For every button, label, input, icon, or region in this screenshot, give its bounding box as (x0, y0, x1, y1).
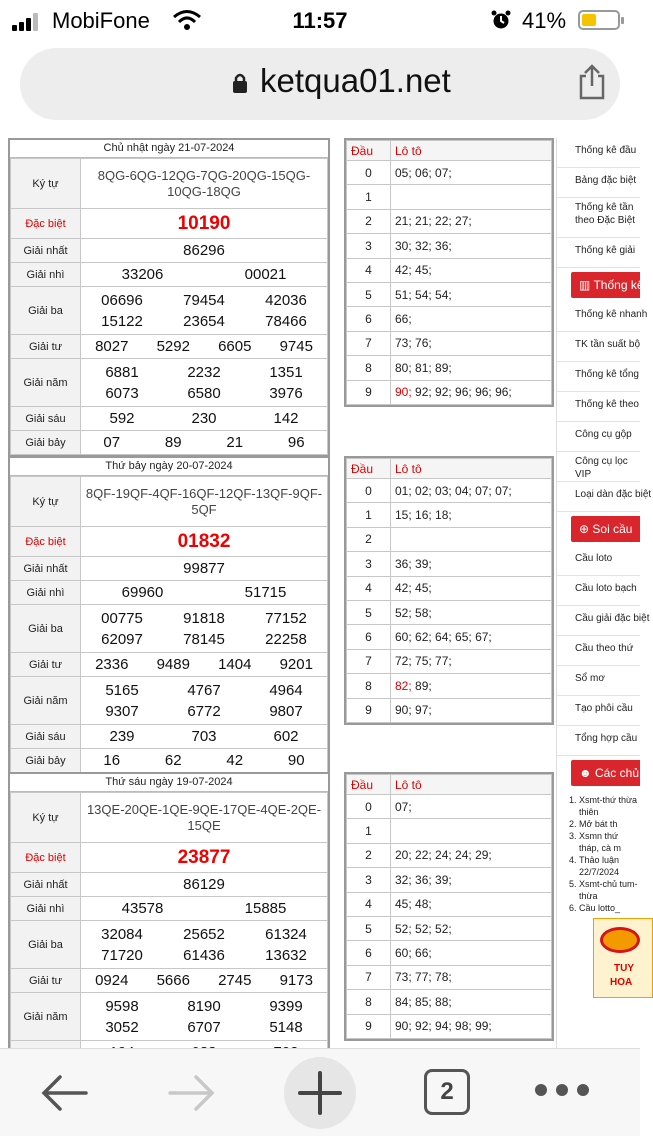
chart-icon: ▥ (579, 278, 594, 292)
prize-number: 71720 (101, 946, 143, 964)
loto-values (391, 868, 552, 892)
loto-value-text: 45; 48; (395, 897, 432, 912)
prize-label: Giải ba (11, 605, 81, 653)
plus-icon (284, 1057, 356, 1129)
prize-number: 15122 (101, 312, 143, 330)
loto-values (391, 674, 552, 698)
loto-head: 8 (347, 356, 391, 380)
loto-row (347, 819, 552, 843)
ad-text: TUY (614, 963, 634, 974)
loto-head: 8 (347, 674, 391, 698)
prize-label: Đặc biệt (11, 843, 81, 873)
loto-values (391, 356, 552, 380)
search-icon: ⊕ (579, 522, 593, 536)
prize-number: 00021 (244, 266, 287, 283)
tabs-button[interactable]: 2 (424, 1069, 470, 1115)
loto-values (391, 307, 552, 331)
result-board (8, 772, 330, 1091)
new-tab-button[interactable] (284, 1057, 356, 1129)
loto-value-text: 73; 76; (395, 336, 432, 351)
loto-values (391, 185, 552, 209)
first-prize: 86129 (183, 876, 225, 893)
users-icon: ☻ (579, 766, 595, 780)
sidebar-link[interactable]: Thống kê giải (557, 238, 640, 268)
news-item[interactable]: 3. Xsmn thứ tháp, cà m (579, 830, 640, 854)
prize-label: Giải năm (11, 359, 81, 407)
loto-row (347, 161, 552, 185)
loto-value-text: 72; 75; 77; (395, 654, 452, 669)
prize-number: 62097 (101, 630, 143, 648)
prize-number: 230 (191, 410, 217, 427)
alarm-icon (491, 10, 511, 30)
prize-number: 33206 (121, 266, 164, 283)
loto-values (391, 965, 552, 989)
loto-head: 5 (347, 282, 391, 306)
loto-head: 0 (347, 795, 391, 819)
prize-number: 703 (191, 728, 217, 745)
loto-row (347, 990, 552, 1014)
loto-row (347, 576, 552, 600)
loto-head: 9 (347, 1014, 391, 1038)
page-content (0, 138, 652, 1048)
loto-value-text: 84; 85; 88; (395, 994, 452, 1009)
prize-number: 43578 (121, 900, 164, 917)
loto-head: 2 (347, 209, 391, 233)
loto-row (347, 649, 552, 673)
news-list (557, 790, 640, 914)
sidebar-link[interactable]: Thống kê nhanh (557, 302, 640, 332)
prize-number: 1404 (218, 656, 252, 673)
loto-values (391, 1014, 552, 1038)
loto-values (391, 331, 552, 355)
prize-number: 2745 (218, 972, 252, 989)
prize-label: Ký tự (11, 159, 81, 209)
loto-values (391, 503, 552, 527)
sidebar-link[interactable]: Tạo phôi cầu (557, 696, 640, 726)
prize-number: 61436 (183, 946, 225, 964)
loto-head: 0 (347, 161, 391, 185)
loto-row (347, 307, 552, 331)
status-bar (0, 0, 640, 44)
prize-number: 00775 (101, 609, 143, 627)
prize-number: 25652 (183, 925, 225, 943)
loto-head: 7 (347, 965, 391, 989)
sidebar-link[interactable]: Cầu loto (557, 546, 640, 576)
loto-values (391, 552, 552, 576)
loto-value-text: 21; 21; 22; 27; (395, 214, 472, 229)
loto-values (391, 649, 552, 673)
loto-value-text: 80; 81; 89; (395, 360, 452, 375)
loto-row (347, 552, 552, 576)
prize-label: Giải bảy (11, 749, 81, 773)
sidebar (556, 138, 652, 1048)
url-text[interactable]: ketqua01.net (260, 62, 451, 99)
loto-highlight: 82; (395, 678, 412, 693)
loto-row (347, 600, 552, 624)
loto-values (391, 990, 552, 1014)
prize-number: 2232 (187, 363, 221, 381)
loto-table (344, 456, 554, 725)
loto-row (347, 527, 552, 551)
prize-number: 21 (226, 434, 244, 451)
loto-column-header: Lô tô (391, 141, 552, 161)
head-column-header: Đầu (347, 141, 391, 161)
prize-number: 5292 (156, 338, 190, 355)
section-title: Soi cầu (592, 522, 633, 536)
loto-head: 5 (347, 916, 391, 940)
loto-values (391, 479, 552, 503)
loto-head: 6 (347, 941, 391, 965)
prize-label: Giải sáu (11, 725, 81, 749)
prize-number: 22258 (265, 630, 307, 648)
loto-head: 9 (347, 698, 391, 722)
address-bar[interactable] (20, 48, 620, 120)
sidebar-link[interactable]: Công cụ gộp (557, 422, 640, 452)
prize-number: 07 (103, 434, 121, 451)
prize-number: 69960 (121, 584, 164, 601)
prize-label: Giải nhất (11, 557, 81, 581)
loto-value-text: 42; 45; (395, 581, 432, 596)
prize-number: 42036 (265, 291, 307, 309)
loto-values (391, 916, 552, 940)
prize-number: 3052 (105, 1018, 139, 1036)
prize-number: 32084 (101, 925, 143, 943)
prize-number: 42 (226, 752, 244, 769)
loto-values (391, 892, 552, 916)
loto-values (391, 209, 552, 233)
loto-value-text: 92; 92; 96; 96; 96; (411, 385, 512, 400)
prize-number: 23654 (183, 312, 225, 330)
loto-value-text: 52; 58; (395, 605, 432, 620)
sidebar-link[interactable]: Thống kê đầu (557, 138, 640, 168)
loto-value-text: 89; (411, 678, 432, 693)
loto-head: 3 (347, 552, 391, 576)
prize-label: Giải nhì (11, 897, 81, 921)
loto-values (391, 819, 552, 843)
prize-number: 15885 (244, 900, 287, 917)
loto-value-text: 05; 06; 07; (395, 165, 452, 180)
sidebar-link[interactable]: Bảng đặc biệt (557, 168, 640, 198)
prize-number: 78145 (183, 630, 225, 648)
sidebar-link[interactable]: Thống kê tổng (557, 362, 640, 392)
loto-row (347, 479, 552, 503)
draw-date: Thứ bảy ngày 20-07-2024 (10, 458, 328, 476)
code-string: 13QE-20QE-1QE-9QE-17QE-4QE-2QE-15QE (86, 801, 322, 833)
first-prize: 99877 (183, 560, 225, 577)
ad-banner[interactable] (593, 918, 653, 998)
loto-values (391, 600, 552, 624)
loto-values (391, 941, 552, 965)
lock-icon (232, 72, 248, 94)
loto-column-header: Lô tô (391, 459, 552, 479)
loto-row (347, 674, 552, 698)
prize-number: 5666 (156, 972, 190, 989)
loto-values (391, 625, 552, 649)
special-prize: 23877 (177, 846, 231, 868)
prize-number: 9201 (279, 656, 313, 673)
battery-percent: 41% (522, 8, 567, 33)
prize-number: 9489 (156, 656, 190, 673)
loto-value-text: 60; 62; 64; 65; 67; (395, 630, 492, 645)
prize-label: Ký tự (11, 793, 81, 843)
loto-table (344, 138, 554, 407)
draw-date: Thứ sáu ngày 19-07-2024 (10, 774, 328, 792)
loto-values (391, 698, 552, 722)
forward-arrow-icon[interactable] (166, 1073, 218, 1113)
loto-row (347, 1014, 552, 1038)
sidebar-link[interactable]: Công cụ lọc VIP (557, 452, 640, 482)
loto-value-text: 90; 97; (395, 703, 432, 718)
prize-number: 1351 (269, 363, 303, 381)
prize-label: Giải sáu (11, 407, 81, 431)
sidebar-link[interactable]: Loại dàn đặc biệt (557, 482, 640, 512)
sidebar-link[interactable]: Tổng hợp cầu (557, 726, 640, 756)
back-arrow-icon[interactable] (38, 1073, 90, 1113)
loto-value-text: 60; 66; (395, 946, 432, 961)
prize-number: 239 (109, 728, 135, 745)
prize-label: Giải năm (11, 993, 81, 1041)
prize-label: Ký tự (11, 477, 81, 527)
prize-number: 06696 (101, 291, 143, 309)
prize-number: 2336 (95, 656, 129, 673)
prize-number: 6772 (187, 702, 221, 720)
loto-values (391, 282, 552, 306)
loto-values (391, 380, 552, 404)
prize-label: Giải năm (11, 677, 81, 725)
loto-values (391, 527, 552, 551)
news-item[interactable]: 6. Cầu lotto_ (579, 902, 640, 914)
prize-number: 16 (103, 752, 121, 769)
prize-label: Giải nhất (11, 239, 81, 263)
prize-number: 61324 (265, 925, 307, 943)
loto-head: 3 (347, 234, 391, 258)
code-string: 8QG-6QG-12QG-7QG-20QG-15QG-10QG-18QG (97, 167, 311, 199)
more-options-icon[interactable] (534, 1083, 590, 1097)
prize-label: Giải ba (11, 921, 81, 969)
loto-highlight: 90; (395, 385, 412, 400)
loto-values (391, 843, 552, 867)
loto-head: 6 (347, 307, 391, 331)
loto-head: 2 (347, 843, 391, 867)
loto-value-text: 42; 45; (395, 263, 432, 278)
loto-row (347, 698, 552, 722)
head-column-header: Đầu (347, 775, 391, 795)
prize-number: 62 (164, 752, 182, 769)
section-title: Các chủ (594, 766, 639, 780)
prize-number: 51715 (244, 584, 287, 601)
loto-head: 0 (347, 479, 391, 503)
loto-head: 7 (347, 649, 391, 673)
share-icon[interactable] (576, 64, 608, 100)
prize-label: Giải nhì (11, 263, 81, 287)
loto-value-text: 01; 02; 03; 04; 07; 07; (395, 483, 512, 498)
prize-label: Giải ba (11, 287, 81, 335)
prize-number: 602 (273, 728, 299, 745)
section-title: Thống kê (593, 278, 644, 292)
prize-number: 8190 (187, 997, 221, 1015)
loto-head: 6 (347, 625, 391, 649)
loto-head: 4 (347, 258, 391, 282)
prize-number: 9807 (269, 702, 303, 720)
prize-label: Giải bảy (11, 431, 81, 455)
prize-label: Giải nhất (11, 873, 81, 897)
prize-number: 592 (109, 410, 135, 427)
ad-logo (600, 927, 640, 953)
loto-values (391, 234, 552, 258)
loto-row (347, 795, 552, 819)
prize-number: 8027 (95, 338, 129, 355)
loto-value-text: 20; 22; 24; 24; 29; (395, 848, 492, 863)
prize-number: 96 (287, 434, 305, 451)
clock: 11:57 (292, 8, 348, 33)
loto-head: 4 (347, 576, 391, 600)
loto-row (347, 331, 552, 355)
prize-number: 89 (164, 434, 182, 451)
loto-row (347, 965, 552, 989)
sidebar-link[interactable]: Thống kê theo (557, 392, 640, 422)
prize-number: 9399 (269, 997, 303, 1015)
loto-table (344, 772, 554, 1041)
prize-number: 5148 (269, 1018, 303, 1036)
loto-row (347, 892, 552, 916)
prize-number: 9745 (279, 338, 313, 355)
loto-row (347, 380, 552, 404)
loto-value-text: 07; (395, 799, 412, 814)
loto-head: 7 (347, 331, 391, 355)
loto-value-text: 66; (395, 312, 412, 327)
prize-label: Giải tư (11, 969, 81, 993)
prize-number: 3976 (269, 384, 303, 402)
special-prize: 10190 (177, 212, 231, 234)
prize-label: Đặc biệt (11, 527, 81, 557)
head-column-header: Đầu (347, 459, 391, 479)
loto-value-text: 32; 36; 39; (395, 872, 452, 887)
prize-number: 9307 (105, 702, 139, 720)
loto-value-text: 73; 77; 78; (395, 970, 452, 985)
first-prize: 86296 (183, 242, 225, 259)
loto-row (347, 503, 552, 527)
loto-row (347, 356, 552, 380)
carrier-name: MobiFone (52, 8, 150, 33)
loto-head: 4 (347, 892, 391, 916)
code-string: 8QF-19QF-4QF-16QF-12QF-13QF-9QF-5QF (85, 485, 323, 517)
prize-label: Đặc biệt (11, 209, 81, 239)
news-item[interactable]: 4. Thảo luận 22/7/2024 (579, 854, 640, 878)
loto-values (391, 161, 552, 185)
loto-row (347, 258, 552, 282)
prize-number: 9598 (105, 997, 139, 1015)
sidebar-link[interactable]: TK tần suất bộ (557, 332, 640, 362)
prize-number: 91818 (183, 609, 225, 627)
prize-number: 13632 (265, 946, 307, 964)
loto-row (347, 282, 552, 306)
sidebar-section-stats (571, 272, 644, 298)
loto-head: 9 (347, 380, 391, 404)
prize-label: Giải tư (11, 335, 81, 359)
battery-icon (578, 10, 620, 30)
loto-value-text: 52; 52; 52; (395, 921, 452, 936)
loto-values (391, 576, 552, 600)
prize-label: Giải nhì (11, 581, 81, 605)
loto-head: 5 (347, 600, 391, 624)
loto-row (347, 941, 552, 965)
prize-number: 6707 (187, 1018, 221, 1036)
loto-row (347, 625, 552, 649)
loto-value-text: 15; 16; 18; (395, 508, 452, 523)
loto-value-text: 30; 32; 36; (395, 238, 452, 253)
loto-head: 1 (347, 819, 391, 843)
prize-number: 4964 (269, 681, 303, 699)
browser-toolbar (0, 1048, 640, 1136)
prize-number: 5165 (105, 681, 139, 699)
news-item[interactable]: 5. Xsmt-chủ tum-thừa (579, 878, 640, 902)
prize-number: 78466 (265, 312, 307, 330)
loto-head: 8 (347, 990, 391, 1014)
prize-number: 9173 (279, 972, 313, 989)
sidebar-link[interactable]: Sổ mơ (557, 666, 640, 696)
loto-value-text: 36; 39; (395, 556, 432, 571)
prize-label: Giải tư (11, 653, 81, 677)
loto-head: 3 (347, 868, 391, 892)
sidebar-section-soicau (571, 516, 640, 542)
prize-number: 79454 (183, 291, 225, 309)
sidebar-link[interactable]: Cầu giải đặc biệt (557, 606, 640, 636)
prize-number: 142 (273, 410, 299, 427)
loto-head: 2 (347, 527, 391, 551)
prize-number: 4767 (187, 681, 221, 699)
loto-head: 1 (347, 185, 391, 209)
loto-column-header: Lô tô (391, 775, 552, 795)
prize-number: 77152 (265, 609, 307, 627)
sidebar-link[interactable]: Cầu loto bạch (557, 576, 640, 606)
special-prize: 01832 (177, 530, 231, 552)
news-item[interactable]: 2. Mở bát th (579, 818, 640, 830)
prize-number: 6605 (218, 338, 252, 355)
result-board (8, 456, 330, 775)
draw-date: Chủ nhật ngày 21-07-2024 (10, 140, 328, 158)
loto-value-text: 90; 92; 94; 98; 99; (395, 1019, 492, 1034)
result-board (8, 138, 330, 457)
prize-number: 6881 (105, 363, 139, 381)
loto-row (347, 185, 552, 209)
ad-text: HOA (610, 977, 633, 988)
loto-values (391, 258, 552, 282)
sidebar-link[interactable]: Cầu theo thứ (557, 636, 640, 666)
loto-head: 1 (347, 503, 391, 527)
prize-number: 90 (287, 752, 305, 769)
news-item[interactable]: 1. Xsmt-thứ thừa thiên (579, 794, 640, 818)
sidebar-section-topics (571, 760, 640, 786)
prize-number: 6580 (187, 384, 221, 402)
sidebar-link[interactable]: Thống kê tần theo Đặc Biệt (557, 198, 640, 238)
loto-row (347, 209, 552, 233)
loto-row (347, 916, 552, 940)
prize-number: 6073 (105, 384, 139, 402)
loto-row (347, 843, 552, 867)
loto-row (347, 234, 552, 258)
prize-number: 0924 (95, 972, 129, 989)
loto-row (347, 868, 552, 892)
loto-values (391, 795, 552, 819)
loto-value-text: 51; 54; 54; (395, 287, 452, 302)
